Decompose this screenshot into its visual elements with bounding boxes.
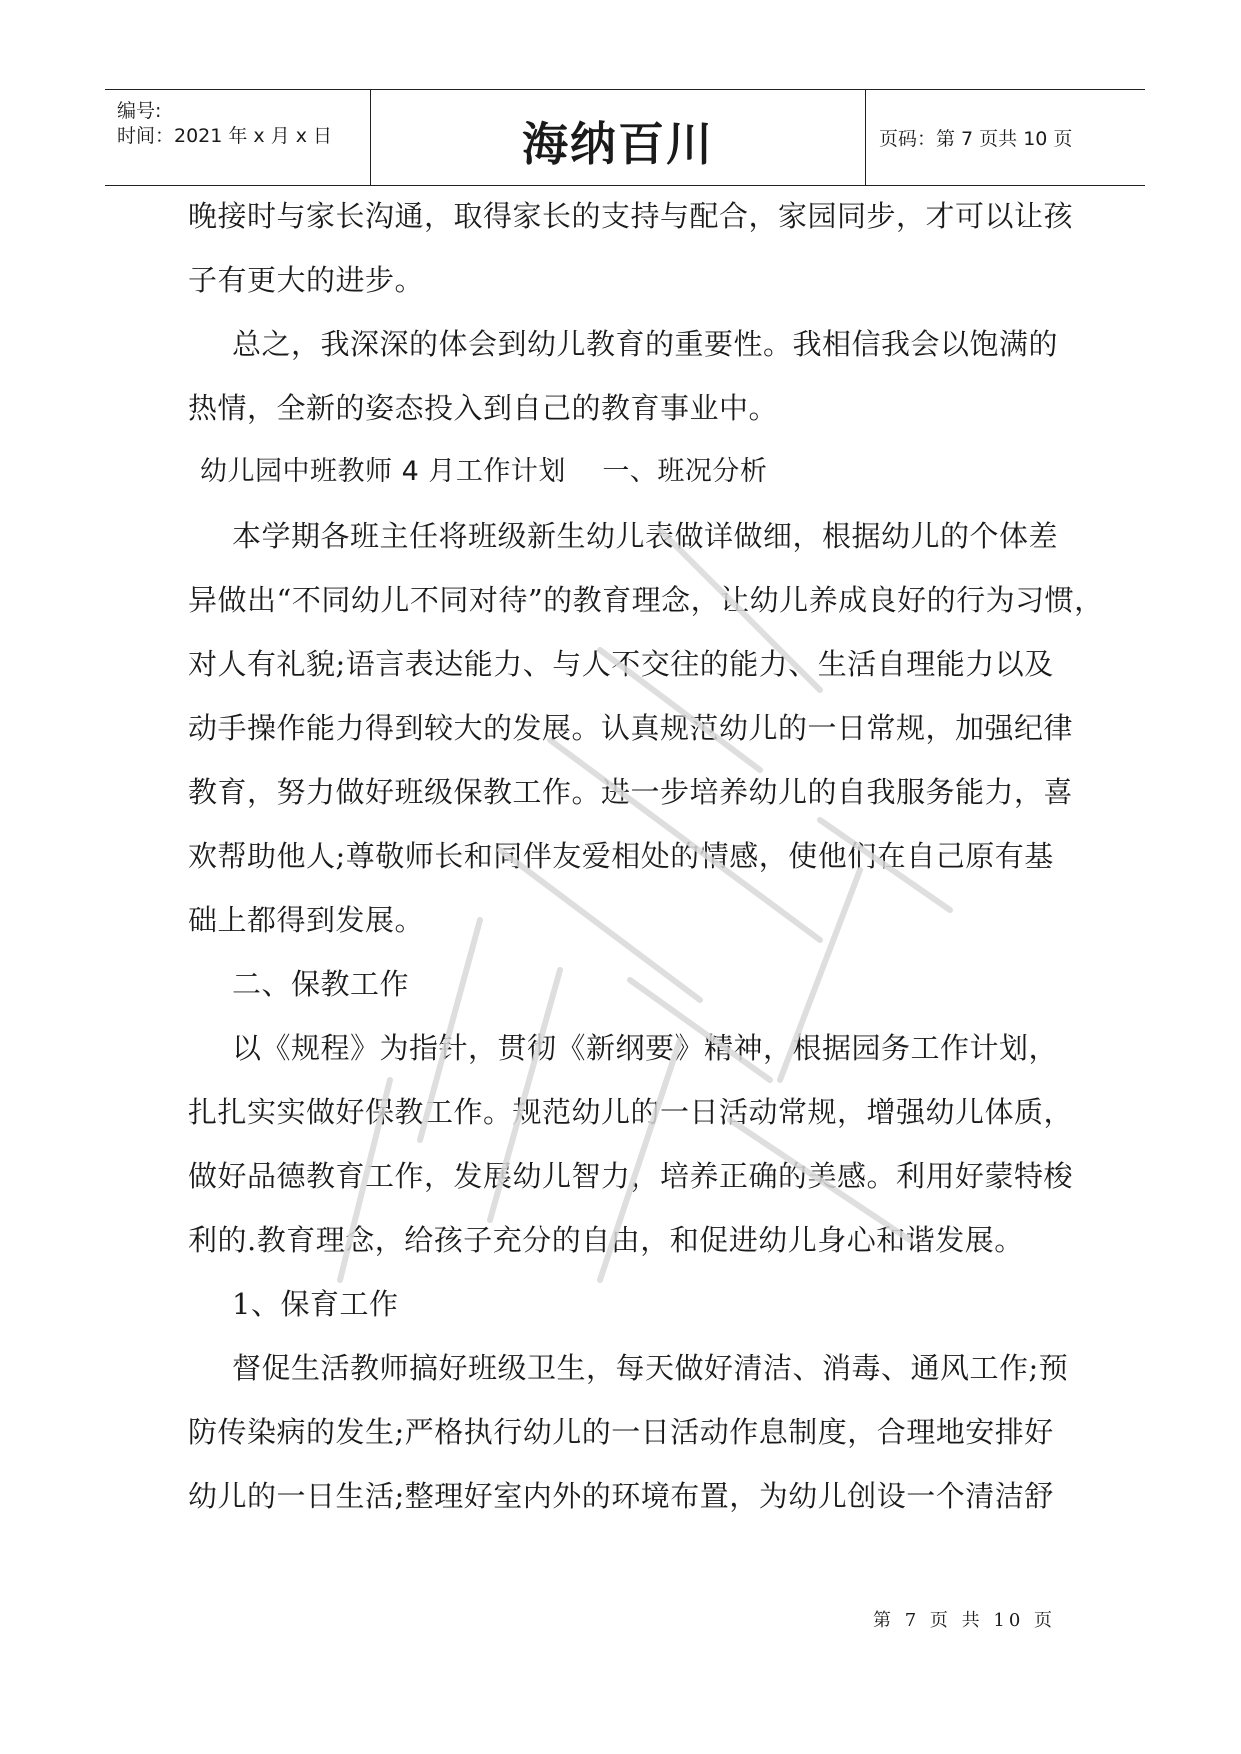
text-line: 对人有礼貌;语言表达能力、与人不交往的能力、生活自理能力以及	[188, 647, 1054, 681]
text-line: 热情，全新的姿态投入到自己的教育事业中。	[188, 391, 779, 425]
text-line: 利的.教育理念，给孩子充分的自由，和促进幼儿身心和谐发展。	[188, 1223, 1024, 1257]
text-line: 以《规程》为指针，贯彻《新纲要》精神，根据园务工作计划，	[232, 1031, 1059, 1065]
section-heading: 二、保教工作	[232, 967, 410, 1001]
text-line: 做好品德教育工作，发展幼儿智力，培养正确的美感。利用好蒙特梭	[188, 1159, 1074, 1193]
subsection-heading: 1、保育工作	[232, 1287, 399, 1321]
brand-title: 海纳百川	[522, 117, 714, 171]
document-time-label: 时间：2021 年 x 月 x 日	[117, 125, 333, 147]
document-number-label: 编号:	[117, 100, 162, 122]
text-line: 晚接时与家长沟通，取得家长的支持与配合，家园同步，才可以让孩	[188, 199, 1074, 233]
text-line: 督促生活教师搞好班级卫生，每天做好清洁、消毒、通风工作;预	[232, 1351, 1069, 1385]
document-header	[105, 89, 1145, 186]
text-line: 异做出“不同幼儿不同对待”的教育理念，让幼儿养成良好的行为习惯，	[188, 583, 1104, 617]
header-left-cell	[105, 90, 370, 185]
text-line: 防传染病的发生;严格执行幼儿的一日活动作息制度，合理地安排好	[188, 1415, 1054, 1449]
text-line: 欢帮助他人;尊敬师长和同伴友爱相处的情感，使他们在自己原有基	[188, 839, 1054, 873]
section-heading: 幼儿园中班教师 4 月工作计划 一、班况分析	[200, 456, 768, 487]
page-footer: 第 7 页 共 10 页	[873, 1610, 1056, 1631]
text-line: 扎扎实实做好保教工作。规范幼儿的一日活动常规，增强幼儿体质，	[188, 1095, 1074, 1129]
text-line: 幼儿的一日生活;整理好室内外的环境布置，为幼儿创设一个清洁舒	[188, 1479, 1054, 1513]
text-line: 础上都得到发展。	[188, 903, 425, 937]
text-line: 本学期各班主任将班级新生幼儿表做详做细，根据幼儿的个体差	[232, 519, 1059, 553]
text-line: 子有更大的进步。	[188, 263, 425, 297]
text-line: 动手操作能力得到较大的发展。认真规范幼儿的一日常规，加强纪律	[188, 711, 1074, 745]
text-line: 教育，努力做好班级保教工作。进一步培养幼儿的自我服务能力，喜	[188, 775, 1074, 809]
header-page-label: 页码：第 7 页共 10 页	[879, 128, 1073, 150]
header-right-cell	[866, 90, 1145, 185]
text-line: 总之，我深深的体会到幼儿教育的重要性。我相信我会以饱满的	[232, 327, 1059, 361]
header-brand-cell	[370, 90, 866, 185]
document-body	[188, 184, 1104, 1528]
